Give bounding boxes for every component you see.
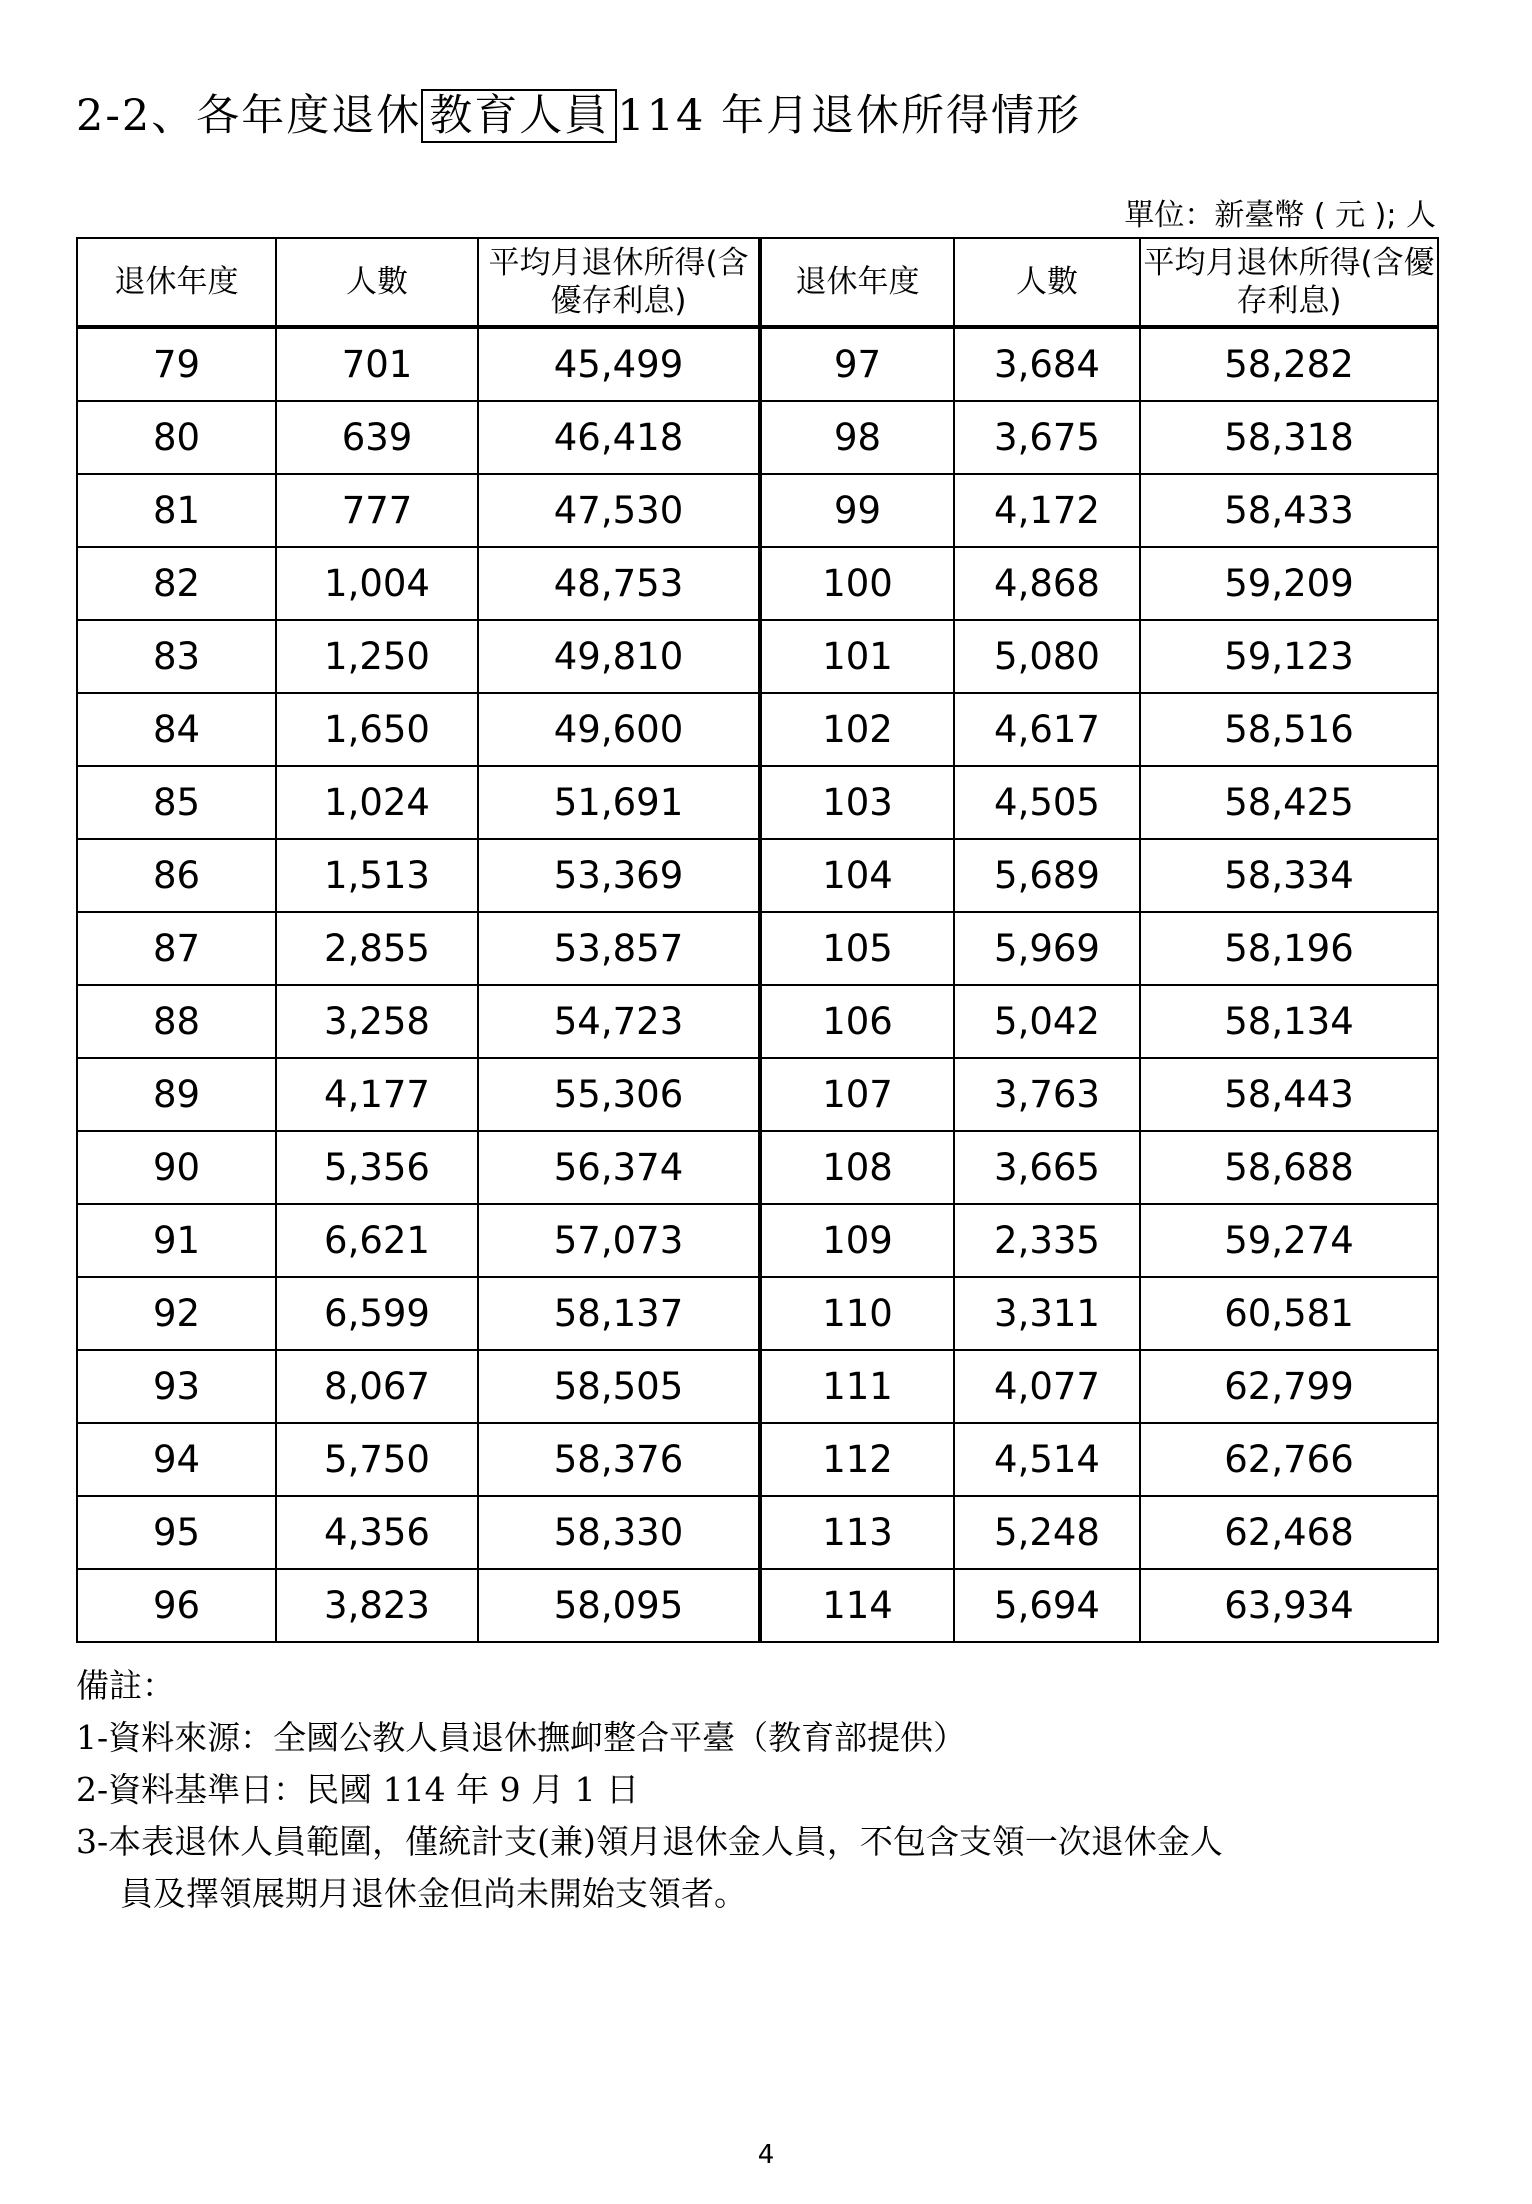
cell-avg-income: 58,443 <box>1140 1058 1438 1131</box>
cell-headcount: 4,077 <box>954 1350 1140 1423</box>
cell-avg-income: 58,137 <box>478 1277 760 1350</box>
cell-headcount: 4,356 <box>276 1496 478 1569</box>
table-row <box>77 912 1438 985</box>
cell-retire-year: 90 <box>77 1131 276 1204</box>
cell-headcount: 701 <box>276 327 478 401</box>
cell-retire-year: 86 <box>77 839 276 912</box>
header-headcount: 人數 <box>954 238 1140 327</box>
cell-headcount: 3,675 <box>954 401 1140 474</box>
cell-retire-year: 95 <box>77 1496 276 1569</box>
cell-headcount: 1,004 <box>276 547 478 620</box>
cell-headcount: 3,684 <box>954 327 1140 401</box>
cell-retire-year: 97 <box>760 327 954 401</box>
cell-avg-income: 62,468 <box>1140 1496 1438 1569</box>
cell-avg-income: 58,516 <box>1140 693 1438 766</box>
table-row <box>77 1569 1438 1642</box>
cell-retire-year: 89 <box>77 1058 276 1131</box>
cell-avg-income: 58,505 <box>478 1350 760 1423</box>
table-row <box>77 1058 1438 1131</box>
cell-retire-year: 85 <box>77 766 276 839</box>
page-number: 4 <box>757 2140 775 2170</box>
cell-headcount: 3,258 <box>276 985 478 1058</box>
cell-retire-year: 87 <box>77 912 276 985</box>
cell-avg-income: 56,374 <box>478 1131 760 1204</box>
cell-avg-income: 58,095 <box>478 1569 760 1642</box>
cell-avg-income: 51,691 <box>478 766 760 839</box>
cell-headcount: 4,177 <box>276 1058 478 1131</box>
cell-avg-income: 48,753 <box>478 547 760 620</box>
cell-avg-income: 58,318 <box>1140 401 1438 474</box>
table-row <box>77 1277 1438 1350</box>
cell-retire-year: 91 <box>77 1204 276 1277</box>
page-title <box>76 86 1081 146</box>
cell-retire-year: 113 <box>760 1496 954 1569</box>
retirement-income-table <box>76 237 1439 1643</box>
cell-headcount: 5,694 <box>954 1569 1140 1642</box>
table-row <box>77 620 1438 693</box>
cell-headcount: 639 <box>276 401 478 474</box>
cell-avg-income: 58,433 <box>1140 474 1438 547</box>
cell-retire-year: 114 <box>760 1569 954 1642</box>
title-boxed-term: 教育人員 <box>421 89 617 143</box>
cell-avg-income: 60,581 <box>1140 1277 1438 1350</box>
cell-retire-year: 82 <box>77 547 276 620</box>
cell-headcount: 5,969 <box>954 912 1140 985</box>
cell-avg-income: 57,073 <box>478 1204 760 1277</box>
notes-section <box>76 1660 1446 1920</box>
cell-retire-year: 104 <box>760 839 954 912</box>
cell-headcount: 1,650 <box>276 693 478 766</box>
title-prefix: 2-2、各年度退休 <box>76 91 422 141</box>
cell-avg-income: 58,196 <box>1140 912 1438 985</box>
cell-retire-year: 98 <box>760 401 954 474</box>
table-row <box>77 1350 1438 1423</box>
cell-headcount: 4,172 <box>954 474 1140 547</box>
cell-headcount: 3,823 <box>276 1569 478 1642</box>
cell-headcount: 5,356 <box>276 1131 478 1204</box>
cell-retire-year: 111 <box>760 1350 954 1423</box>
cell-avg-income: 59,209 <box>1140 547 1438 620</box>
cell-retire-year: 106 <box>760 985 954 1058</box>
table-row <box>77 1423 1438 1496</box>
cell-retire-year: 112 <box>760 1423 954 1496</box>
cell-retire-year: 88 <box>77 985 276 1058</box>
cell-headcount: 8,067 <box>276 1350 478 1423</box>
table-row <box>77 1204 1438 1277</box>
cell-headcount: 4,514 <box>954 1423 1140 1496</box>
cell-headcount: 4,505 <box>954 766 1140 839</box>
cell-avg-income: 63,934 <box>1140 1569 1438 1642</box>
cell-avg-income: 58,688 <box>1140 1131 1438 1204</box>
note-scope-continued: 員及擇領展期月退休金但尚未開始支領者。 <box>120 1874 747 1913</box>
cell-headcount: 3,311 <box>954 1277 1140 1350</box>
cell-headcount: 1,250 <box>276 620 478 693</box>
table-row <box>77 547 1438 620</box>
cell-headcount: 6,621 <box>276 1204 478 1277</box>
cell-headcount: 5,248 <box>954 1496 1140 1569</box>
table-body <box>77 327 1438 1642</box>
table-row <box>77 1496 1438 1569</box>
cell-avg-income: 49,600 <box>478 693 760 766</box>
cell-avg-income: 46,418 <box>478 401 760 474</box>
cell-headcount: 2,335 <box>954 1204 1140 1277</box>
table-row <box>77 985 1438 1058</box>
table-row <box>77 1131 1438 1204</box>
table-row <box>77 693 1438 766</box>
cell-retire-year: 107 <box>760 1058 954 1131</box>
cell-retire-year: 108 <box>760 1131 954 1204</box>
cell-avg-income: 53,369 <box>478 839 760 912</box>
cell-retire-year: 105 <box>760 912 954 985</box>
cell-retire-year: 100 <box>760 547 954 620</box>
cell-retire-year: 102 <box>760 693 954 766</box>
cell-avg-income: 54,723 <box>478 985 760 1058</box>
cell-avg-income: 45,499 <box>478 327 760 401</box>
note-scope: 3-本表退休人員範圍，僅統計支(兼)領月退休金人員，不包含支領一次退休金人 <box>76 1822 1223 1861</box>
cell-avg-income: 58,134 <box>1140 985 1438 1058</box>
cell-retire-year: 84 <box>77 693 276 766</box>
cell-avg-income: 59,123 <box>1140 620 1438 693</box>
notes-heading: 備註： <box>76 1666 175 1705</box>
cell-headcount: 1,024 <box>276 766 478 839</box>
header-retire-year: 退休年度 <box>77 238 276 327</box>
cell-avg-income: 58,376 <box>478 1423 760 1496</box>
cell-retire-year: 101 <box>760 620 954 693</box>
cell-retire-year: 103 <box>760 766 954 839</box>
cell-avg-income: 58,334 <box>1140 839 1438 912</box>
cell-retire-year: 110 <box>760 1277 954 1350</box>
cell-headcount: 3,665 <box>954 1131 1140 1204</box>
cell-headcount: 2,855 <box>276 912 478 985</box>
cell-headcount: 6,599 <box>276 1277 478 1350</box>
cell-avg-income: 58,282 <box>1140 327 1438 401</box>
cell-avg-income: 47,530 <box>478 474 760 547</box>
cell-headcount: 5,750 <box>276 1423 478 1496</box>
header-retire-year: 退休年度 <box>760 238 954 327</box>
cell-retire-year: 99 <box>760 474 954 547</box>
cell-avg-income: 62,799 <box>1140 1350 1438 1423</box>
cell-retire-year: 81 <box>77 474 276 547</box>
cell-headcount: 5,042 <box>954 985 1140 1058</box>
cell-headcount: 1,513 <box>276 839 478 912</box>
cell-headcount: 5,689 <box>954 839 1140 912</box>
cell-retire-year: 93 <box>77 1350 276 1423</box>
cell-avg-income: 55,306 <box>478 1058 760 1131</box>
cell-retire-year: 80 <box>77 401 276 474</box>
table-row <box>77 766 1438 839</box>
header-avg-monthly-income: 平均月退休所得(含優存利息) <box>478 238 760 327</box>
cell-avg-income: 58,425 <box>1140 766 1438 839</box>
cell-headcount: 3,763 <box>954 1058 1140 1131</box>
header-headcount: 人數 <box>276 238 478 327</box>
cell-avg-income: 58,330 <box>478 1496 760 1569</box>
cell-headcount: 4,617 <box>954 693 1140 766</box>
table-row <box>77 327 1438 401</box>
note-reference-date: 2-資料基準日：民國 114 年 9 月 1 日 <box>76 1770 640 1809</box>
cell-retire-year: 109 <box>760 1204 954 1277</box>
table-header-row <box>77 238 1438 327</box>
unit-label: 單位：新臺幣 ( 元 ); 人 <box>1124 198 1436 233</box>
cell-retire-year: 83 <box>77 620 276 693</box>
note-source: 1-資料來源：全國公教人員退休撫卹整合平臺（教育部提供） <box>76 1718 967 1757</box>
cell-headcount: 4,868 <box>954 547 1140 620</box>
table-row <box>77 474 1438 547</box>
cell-headcount: 777 <box>276 474 478 547</box>
cell-avg-income: 62,766 <box>1140 1423 1438 1496</box>
cell-avg-income: 53,857 <box>478 912 760 985</box>
cell-headcount: 5,080 <box>954 620 1140 693</box>
cell-retire-year: 79 <box>77 327 276 401</box>
table-row <box>77 401 1438 474</box>
title-suffix: 114 年月退休所得情形 <box>617 91 1081 141</box>
cell-retire-year: 94 <box>77 1423 276 1496</box>
header-avg-monthly-income: 平均月退休所得(含優存利息) <box>1140 238 1438 327</box>
table-row <box>77 839 1438 912</box>
cell-retire-year: 92 <box>77 1277 276 1350</box>
cell-avg-income: 49,810 <box>478 620 760 693</box>
cell-retire-year: 96 <box>77 1569 276 1642</box>
cell-avg-income: 59,274 <box>1140 1204 1438 1277</box>
